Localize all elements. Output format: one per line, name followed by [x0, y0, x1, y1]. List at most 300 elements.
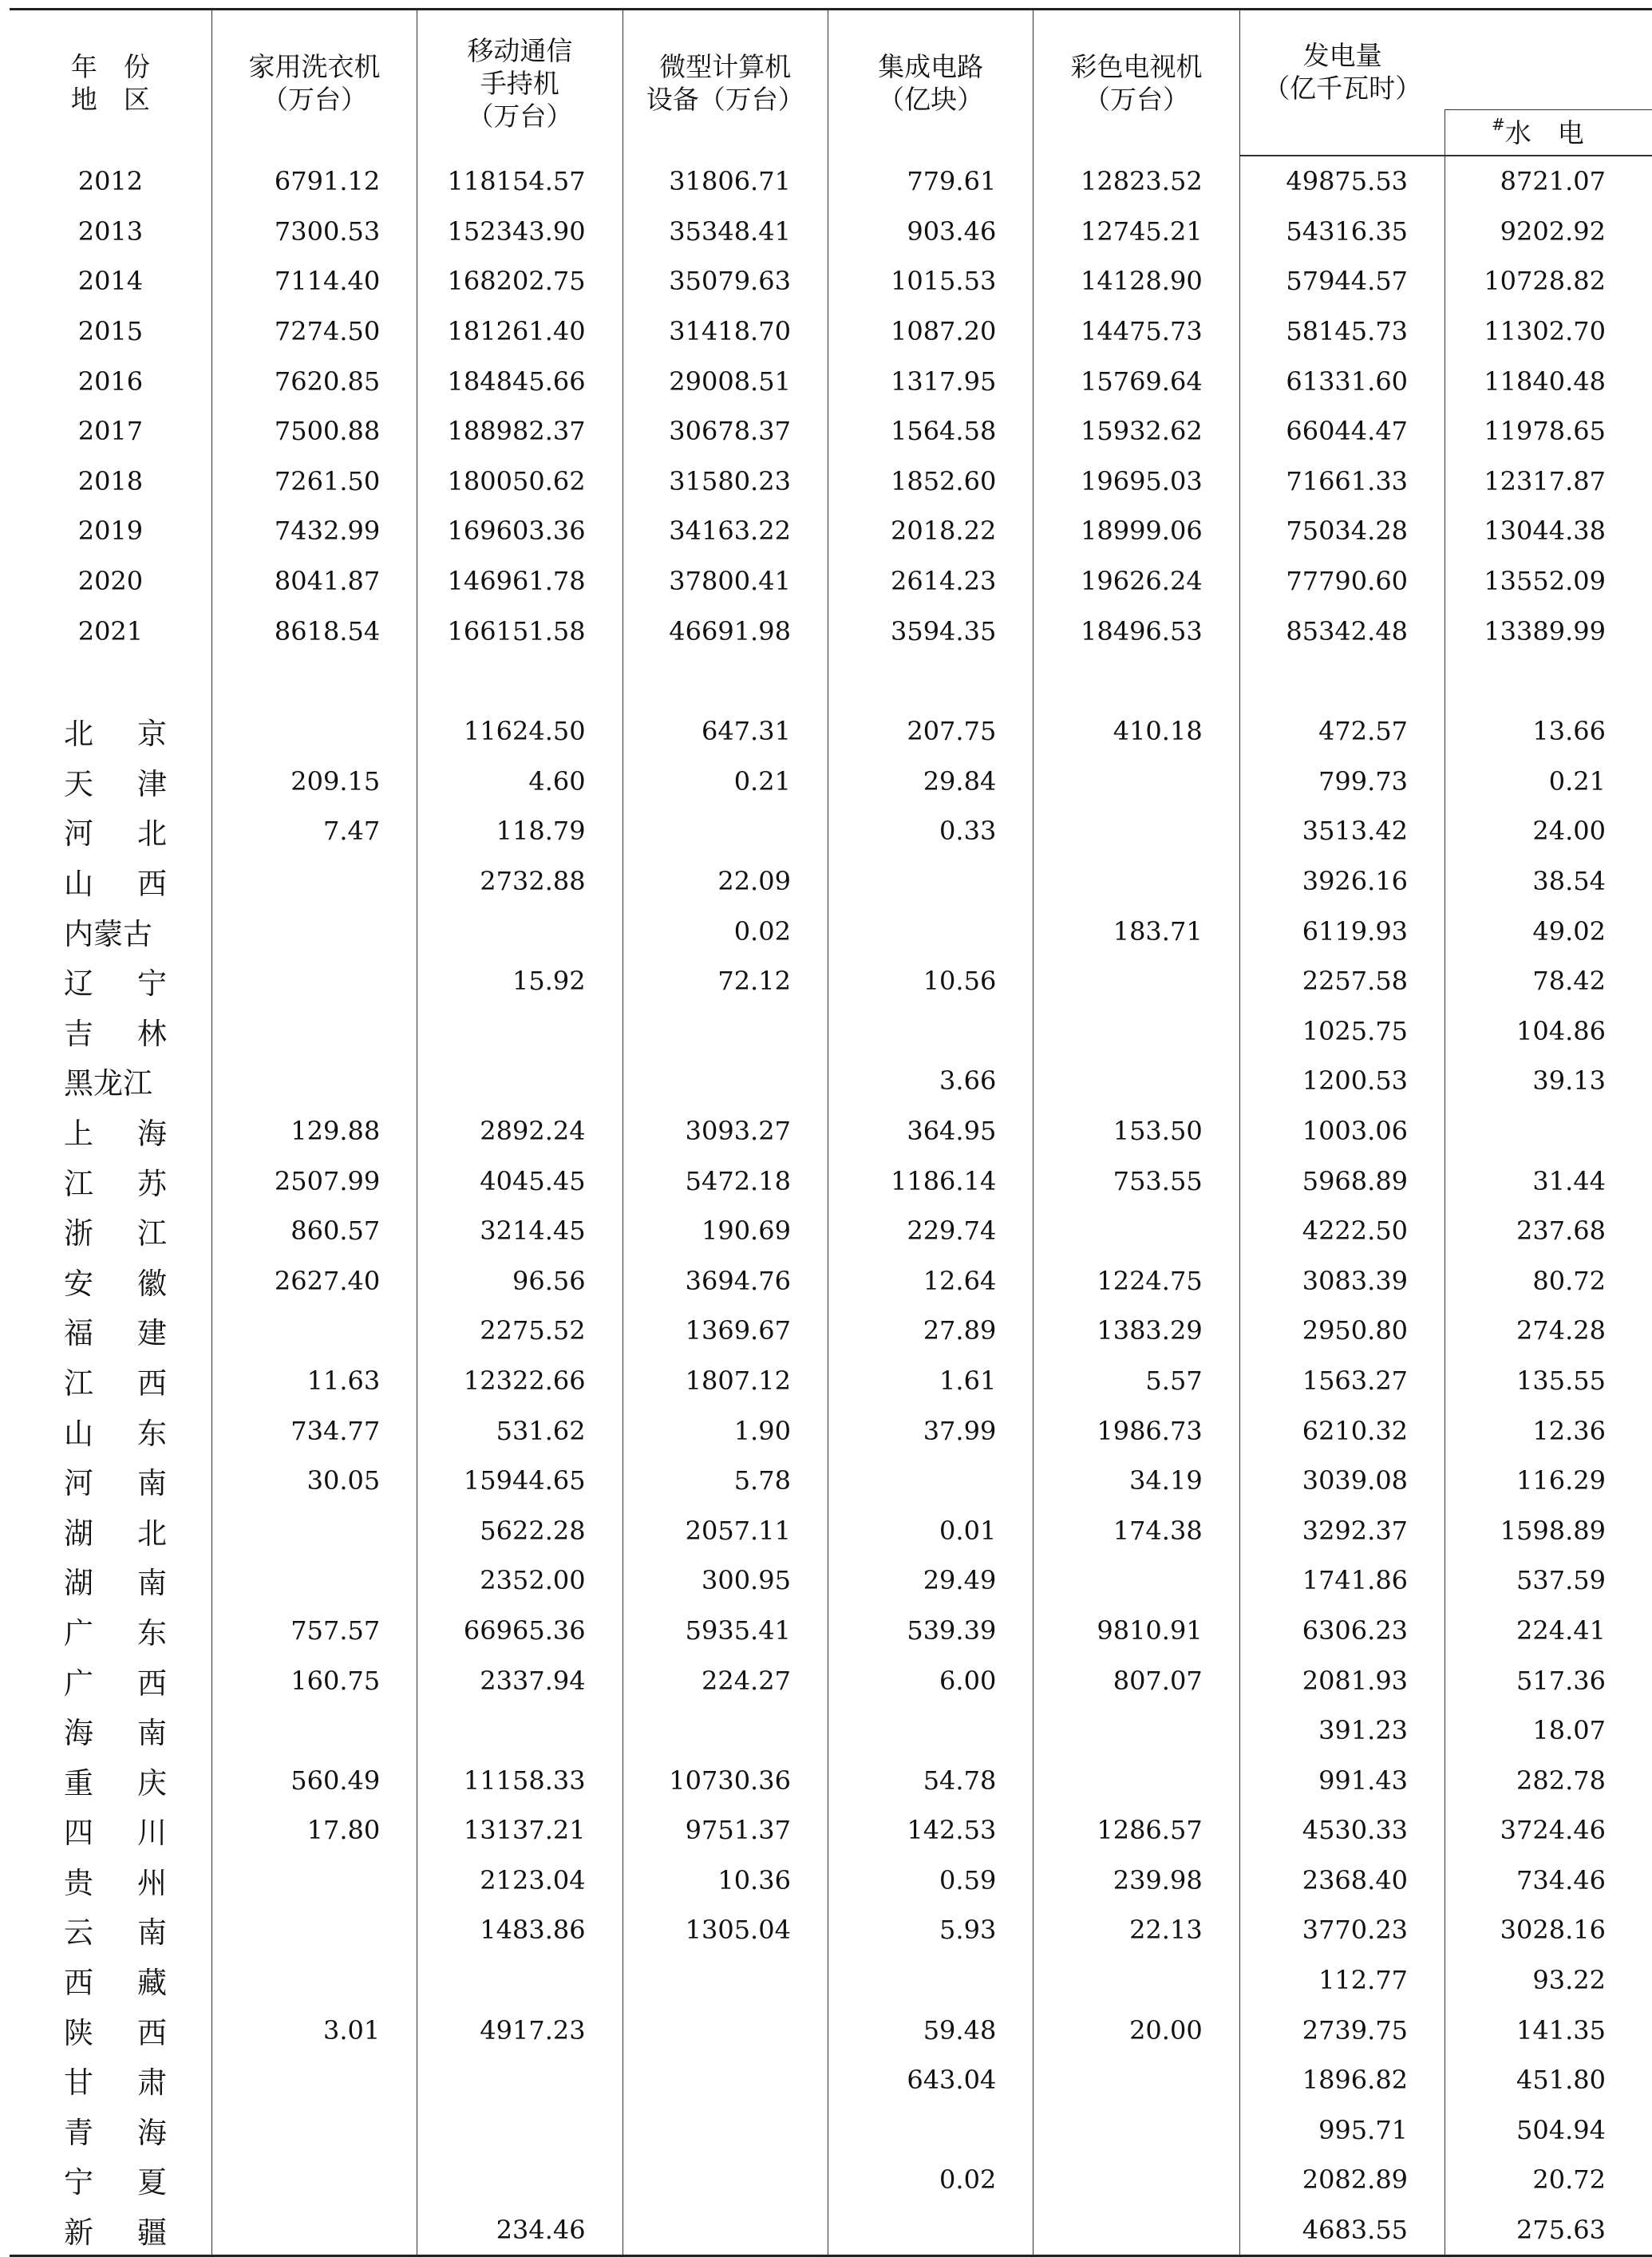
- header-color-tv: [1033, 10, 1239, 156]
- table-cell: 61331.60: [1239, 356, 1445, 406]
- table-cell: [622, 2205, 828, 2256]
- row-region: [10, 1255, 211, 1306]
- table-cell: 1741.86: [1239, 1555, 1445, 1606]
- table-cell: [1033, 1955, 1239, 2006]
- row-year: 2017: [77, 416, 144, 447]
- table-cell: 11840.48: [1445, 356, 1652, 406]
- table-cell: 2614.23: [828, 556, 1033, 607]
- header-integrated-circuit-title: 集成电路: [878, 51, 984, 82]
- region-name-char: 藏: [137, 1966, 167, 2001]
- table-cell: 7114.40: [211, 256, 417, 306]
- table-cell: 3214.45: [417, 1206, 622, 1256]
- table-cell: 15769.64: [1033, 356, 1239, 406]
- table-cell: [622, 806, 828, 856]
- table-cell: 15932.62: [1033, 406, 1239, 457]
- table-cell: 181261.40: [417, 306, 622, 357]
- table-cell: 4683.55: [1239, 2205, 1445, 2256]
- table-cell: 9202.92: [1445, 207, 1652, 257]
- table-cell: 237.68: [1445, 1206, 1652, 1256]
- table-body: [10, 156, 1652, 2256]
- table-cell: 9810.91: [1033, 1606, 1239, 1656]
- region-name-char: 河: [64, 1466, 93, 1501]
- table-cell: 1383.29: [1033, 1306, 1239, 1356]
- table-cell: [211, 2205, 417, 2256]
- table-cell: 451.80: [1445, 2055, 1652, 2105]
- table-cell: 807.07: [1033, 1655, 1239, 1706]
- table-cell: 3083.39: [1239, 1255, 1445, 1306]
- row-region: [10, 1955, 211, 2006]
- table-cell: 531.62: [417, 1405, 622, 1456]
- table-cell: 410.18: [1033, 706, 1239, 757]
- region-name-char: 浙: [64, 1216, 93, 1251]
- table-cell: 168202.75: [417, 256, 622, 306]
- row-year: 2013: [77, 215, 144, 247]
- table-cell: 5935.41: [622, 1606, 828, 1656]
- table-cell: [1033, 1006, 1239, 1057]
- table-cell: 15.92: [417, 956, 622, 1006]
- table-row: [10, 1606, 1652, 1656]
- table-cell: 1852.60: [828, 457, 1033, 507]
- table-cell: 141.35: [1445, 2005, 1652, 2055]
- table-cell: 5.57: [1033, 1356, 1239, 1406]
- table-cell: 1317.95: [828, 356, 1033, 406]
- table-cell: 1186.14: [828, 1156, 1033, 1206]
- header-microcomputer: [622, 10, 828, 156]
- table-row: [10, 1505, 1652, 1555]
- table-cell: [211, 956, 417, 1006]
- region-name-char: 西: [137, 2015, 167, 2050]
- table-cell: 0.02: [828, 2155, 1033, 2205]
- table-cell: 1598.89: [1445, 1505, 1652, 1555]
- row-region: [10, 706, 211, 757]
- region-name: 内蒙古: [64, 916, 152, 951]
- region-name-char: 建: [137, 1316, 167, 1351]
- table-cell: 224.27: [622, 1655, 828, 1706]
- region-name-char: 徽: [137, 1266, 167, 1301]
- table-cell: 1369.67: [622, 1306, 828, 1356]
- region-name-char: 天: [64, 766, 93, 801]
- table-cell: 93.22: [1445, 1955, 1652, 2006]
- region-name-char: 山: [64, 1416, 93, 1451]
- row-region: [10, 1206, 211, 1256]
- region-name-char: 川: [137, 1816, 167, 1851]
- row-region: [10, 1555, 211, 1606]
- table-cell: [211, 906, 417, 956]
- table-cell: 24.00: [1445, 806, 1652, 856]
- table-cell: [211, 706, 417, 757]
- table-row: [10, 806, 1652, 856]
- table-cell: [828, 1456, 1033, 1506]
- row-region: [10, 1755, 211, 1805]
- table-cell: [828, 1955, 1033, 2006]
- table-row: [10, 1156, 1652, 1206]
- table-cell: 34.19: [1033, 1456, 1239, 1506]
- table-row: [10, 406, 1652, 457]
- row-region: [10, 1456, 211, 1506]
- table-cell: [828, 906, 1033, 956]
- table-cell: 7300.53: [211, 207, 417, 257]
- table-row: [10, 706, 1652, 757]
- empty-cell: [828, 656, 1033, 706]
- table-row: [10, 2105, 1652, 2156]
- table-cell: 15944.65: [417, 1456, 622, 1506]
- table-cell: 3724.46: [1445, 1805, 1652, 1856]
- table-cell: 6.00: [828, 1655, 1033, 1706]
- table-cell: 49875.53: [1239, 156, 1445, 207]
- table-cell: 10728.82: [1445, 256, 1652, 306]
- header-electricity: [1239, 10, 1652, 110]
- table-cell: 188982.37: [417, 406, 622, 457]
- region-name-char: 海: [137, 1116, 167, 1151]
- region-name-char: 湖: [64, 1566, 93, 1601]
- header-integrated-circuit-unit: （亿块）: [878, 84, 984, 115]
- table-row: [10, 1306, 1652, 1356]
- row-year: 2019: [77, 516, 144, 547]
- table-cell: [622, 2105, 828, 2156]
- table-row: [10, 1856, 1652, 1906]
- table-cell: 1483.86: [417, 1905, 622, 1955]
- table-cell: 3028.16: [1445, 1905, 1652, 1955]
- table-row: [10, 856, 1652, 907]
- table-cell: [828, 1706, 1033, 1756]
- table-cell: 13389.99: [1445, 606, 1652, 656]
- header-year-label: 年 份: [70, 51, 150, 82]
- empty-cell: [1445, 656, 1652, 706]
- region-name-char: 山: [64, 867, 93, 902]
- table-cell: 537.59: [1445, 1555, 1652, 1606]
- table-cell: 274.28: [1445, 1306, 1652, 1356]
- table-cell: 146961.78: [417, 556, 622, 607]
- table-cell: [211, 1555, 417, 1606]
- table-cell: [211, 1505, 417, 1555]
- table-cell: 1563.27: [1239, 1356, 1445, 1406]
- table-cell: [622, 2155, 828, 2205]
- region-name-char: 林: [137, 1016, 167, 1051]
- row-year: 2014: [77, 266, 144, 297]
- table-row: [10, 256, 1652, 306]
- table-cell: 66044.47: [1239, 406, 1445, 457]
- region-name-char: 广: [64, 1615, 93, 1650]
- table-cell: 11.63: [211, 1356, 417, 1406]
- table-cell: [1033, 1755, 1239, 1805]
- table-cell: 96.56: [417, 1255, 622, 1306]
- table-cell: 160.75: [211, 1655, 417, 1706]
- table-cell: 2057.11: [622, 1505, 828, 1555]
- table-cell: 8618.54: [211, 606, 417, 656]
- row-region: [10, 1156, 211, 1206]
- table-cell: 275.63: [1445, 2205, 1652, 2256]
- table-cell: 118154.57: [417, 156, 622, 207]
- table-cell: [622, 2005, 828, 2055]
- table-cell: 1025.75: [1239, 1006, 1445, 1057]
- table-cell: [1033, 1706, 1239, 1756]
- row-region: [10, 1006, 211, 1057]
- table-cell: 2739.75: [1239, 2005, 1445, 2055]
- region-name-char: 苏: [137, 1166, 167, 1201]
- row-region: [10, 1905, 211, 1955]
- table-cell: 3292.37: [1239, 1505, 1445, 1555]
- region-name-char: 江: [64, 1166, 93, 1201]
- table-row: [10, 1755, 1652, 1805]
- table-cell: 152343.90: [417, 207, 622, 257]
- table-cell: 2275.52: [417, 1306, 622, 1356]
- region-name-char: 肃: [137, 2065, 167, 2101]
- row-region: [10, 2005, 211, 2055]
- row-region: [10, 1106, 211, 1156]
- table-cell: 7620.85: [211, 356, 417, 406]
- table-cell: 2123.04: [417, 1856, 622, 1906]
- table-cell: 37.99: [828, 1405, 1033, 1456]
- empty-cell: [211, 656, 417, 706]
- table-cell: 647.31: [622, 706, 828, 757]
- table-cell: [622, 1056, 828, 1106]
- table-cell: 80.72: [1445, 1255, 1652, 1306]
- table-cell: 1224.75: [1033, 1255, 1239, 1306]
- table-cell: [417, 2155, 622, 2205]
- empty-cell: [1033, 656, 1239, 706]
- table-row: [10, 1655, 1652, 1706]
- header-integrated-circuit: [828, 10, 1033, 156]
- table-cell: 29.84: [828, 757, 1033, 807]
- table-cell: [828, 2205, 1033, 2256]
- header-color-tv-unit: （万台）: [1083, 84, 1189, 115]
- region-name-char: 南: [137, 1466, 167, 1501]
- table-cell: [1033, 2205, 1239, 2256]
- row-region: [10, 2105, 211, 2156]
- table-cell: [211, 856, 417, 907]
- table-cell: 13137.21: [417, 1805, 622, 1856]
- table-cell: [417, 906, 622, 956]
- table-cell: 5472.18: [622, 1156, 828, 1206]
- region-name-char: 南: [137, 1915, 167, 1951]
- table-cell: 995.71: [1239, 2105, 1445, 2156]
- table-cell: [211, 1955, 417, 2006]
- table-cell: 54.78: [828, 1755, 1033, 1805]
- table-cell: 30678.37: [622, 406, 828, 457]
- region-name-char: 夏: [137, 2165, 167, 2200]
- header-washing-machine-title: 家用洗衣机: [248, 51, 381, 82]
- header-mobile-phone-unit: （万台）: [467, 100, 573, 132]
- table-cell: 135.55: [1445, 1356, 1652, 1406]
- header-electricity-title: 发电量: [1302, 40, 1382, 71]
- row-region: [10, 1655, 211, 1706]
- table-cell: 18496.53: [1033, 606, 1239, 656]
- table-cell: 184845.66: [417, 356, 622, 406]
- table-cell: 7.47: [211, 806, 417, 856]
- table-cell: 27.89: [828, 1306, 1033, 1356]
- table-cell: 2627.40: [211, 1255, 417, 1306]
- table-cell: [1033, 1056, 1239, 1106]
- region-name-char: 辽: [64, 966, 93, 1002]
- row-year: 2018: [77, 465, 144, 496]
- table-cell: 2732.88: [417, 856, 622, 907]
- table-cell: 991.43: [1239, 1755, 1445, 1805]
- region-name-char: 西: [64, 1966, 93, 2001]
- table-cell: 57944.57: [1239, 256, 1445, 306]
- table-cell: 46691.98: [622, 606, 828, 656]
- table-cell: 12322.66: [417, 1356, 622, 1406]
- table-cell: 2257.58: [1239, 956, 1445, 1006]
- table-cell: 7432.99: [211, 506, 417, 556]
- table-cell: 31806.71: [622, 156, 828, 207]
- row-region: [10, 806, 211, 856]
- table-cell: 183.71: [1033, 906, 1239, 956]
- table-cell: 8721.07: [1445, 156, 1652, 207]
- table-cell: 0.21: [1445, 757, 1652, 807]
- table-cell: 234.46: [417, 2205, 622, 2256]
- table-cell: 66965.36: [417, 1606, 622, 1656]
- header-microcomputer-title: 微型计算机: [659, 51, 792, 82]
- table-cell: 0.59: [828, 1856, 1033, 1906]
- row-year: 2021: [77, 615, 144, 646]
- table-cell: 22.13: [1033, 1905, 1239, 1955]
- row-region: [10, 956, 211, 1006]
- table-cell: 190.69: [622, 1206, 828, 1256]
- table-cell: 2892.24: [417, 1106, 622, 1156]
- region-name-char: 北: [137, 1516, 167, 1551]
- table-cell: 3513.42: [1239, 806, 1445, 856]
- table-row: [10, 457, 1652, 507]
- table-cell: 10.36: [622, 1856, 828, 1906]
- table-row: [10, 2155, 1652, 2205]
- table-cell: 6791.12: [211, 156, 417, 207]
- table-cell: 31418.70: [622, 306, 828, 357]
- row-year: 2012: [77, 165, 144, 196]
- region-name-char: 上: [64, 1116, 93, 1151]
- table-cell: [1033, 1206, 1239, 1256]
- table-cell: 3039.08: [1239, 1456, 1445, 1506]
- table-cell: 31.44: [1445, 1156, 1652, 1206]
- empty-cell: [10, 656, 211, 706]
- row-region: [10, 1856, 211, 1906]
- table-cell: 504.94: [1445, 2105, 1652, 2156]
- row-year: 2016: [77, 366, 144, 397]
- table-cell: 229.74: [828, 1206, 1033, 1256]
- table-cell: 0.02: [622, 906, 828, 956]
- region-name-char: 江: [64, 1366, 93, 1401]
- table-cell: 6306.23: [1239, 1606, 1445, 1656]
- table-cell: 129.88: [211, 1106, 417, 1156]
- table-cell: 19626.24: [1033, 556, 1239, 607]
- row-region: [10, 2205, 211, 2256]
- header-hydro: [1445, 110, 1652, 156]
- header-washing-machine: [211, 10, 417, 156]
- table-cell: 239.98: [1033, 1856, 1239, 1906]
- table-row: [10, 1056, 1652, 1106]
- table-cell: 1986.73: [1033, 1405, 1239, 1456]
- table-cell: 31580.23: [622, 457, 828, 507]
- table-row: [10, 1206, 1652, 1256]
- table-cell: 72.12: [622, 956, 828, 1006]
- table-cell: 1807.12: [622, 1356, 828, 1406]
- table-cell: [211, 2105, 417, 2156]
- table-cell: 734.77: [211, 1405, 417, 1456]
- table-cell: 49.02: [1445, 906, 1652, 956]
- table-row: [10, 906, 1652, 956]
- table-cell: 0.01: [828, 1505, 1033, 1555]
- table-cell: 3694.76: [622, 1255, 828, 1306]
- region-name-char: 甘: [64, 2065, 93, 2101]
- table-row: [10, 556, 1652, 607]
- header-mobile-phone-title2: 手持机: [480, 67, 559, 99]
- table-cell: 207.75: [828, 706, 1033, 757]
- table-cell: 300.95: [622, 1555, 828, 1606]
- header-washing-machine-unit: （万台）: [262, 84, 368, 115]
- table-cell: 112.77: [1239, 1955, 1445, 2006]
- table-cell: [622, 1006, 828, 1057]
- table-cell: 12.36: [1445, 1405, 1652, 1456]
- table-cell: 779.61: [828, 156, 1033, 207]
- table-cell: 17.80: [211, 1805, 417, 1856]
- table-cell: 1003.06: [1239, 1106, 1445, 1156]
- table-cell: 734.46: [1445, 1856, 1652, 1906]
- table-cell: [417, 1706, 622, 1756]
- table-cell: 5.93: [828, 1905, 1033, 1955]
- table-cell: 472.57: [1239, 706, 1445, 757]
- table-row: [10, 1905, 1652, 1955]
- row-year: 2015: [77, 316, 144, 347]
- table-cell: 4222.50: [1239, 1206, 1445, 1256]
- table-cell: [211, 1706, 417, 1756]
- row-region: [10, 906, 211, 956]
- table-cell: [211, 1006, 417, 1057]
- header-microcomputer-unit: 设备（万台）: [646, 84, 804, 115]
- table-cell: 903.46: [828, 207, 1033, 257]
- table-cell: 18999.06: [1033, 506, 1239, 556]
- table-cell: 77790.60: [1239, 556, 1445, 607]
- empty-cell: [417, 656, 622, 706]
- table-cell: [211, 1905, 417, 1955]
- row-region: [10, 1706, 211, 1756]
- header-electricity-unit: （亿千瓦时）: [1263, 73, 1422, 104]
- table-cell: 1305.04: [622, 1905, 828, 1955]
- header-mobile-phone: [417, 10, 622, 156]
- table-row: [10, 207, 1652, 257]
- table-cell: [1033, 757, 1239, 807]
- table-cell: 116.29: [1445, 1456, 1652, 1506]
- table-cell: 8041.87: [211, 556, 417, 607]
- region-name-char: 西: [137, 1366, 167, 1401]
- table-cell: 54316.35: [1239, 207, 1445, 257]
- region-name-char: 海: [137, 2115, 167, 2150]
- table-cell: [417, 1056, 622, 1106]
- table-cell: 757.57: [211, 1606, 417, 1656]
- table-row: [10, 2005, 1652, 2055]
- table-cell: [211, 1056, 417, 1106]
- table-cell: 860.57: [211, 1206, 417, 1256]
- table-cell: 11624.50: [417, 706, 622, 757]
- table-cell: [211, 1856, 417, 1906]
- table-row: [10, 306, 1652, 357]
- table-cell: 169603.36: [417, 506, 622, 556]
- region-name-char: 宁: [64, 2165, 93, 2200]
- header-hydro-label: 水 电: [1504, 117, 1584, 148]
- table-cell: 7261.50: [211, 457, 417, 507]
- table-cell: [1033, 2155, 1239, 2205]
- row-region: [10, 2055, 211, 2105]
- table-cell: 104.86: [1445, 1006, 1652, 1057]
- table-cell: 560.49: [211, 1755, 417, 1805]
- table-cell: 14128.90: [1033, 256, 1239, 306]
- region-name-char: 庆: [137, 1765, 167, 1800]
- table-cell: 0.21: [622, 757, 828, 807]
- table-cell: 29008.51: [622, 356, 828, 406]
- table-cell: 2337.94: [417, 1655, 622, 1706]
- region-name-char: 东: [137, 1615, 167, 1650]
- table-cell: [417, 1006, 622, 1057]
- region-name-char: 陕: [64, 2015, 93, 2050]
- region-name-char: 新: [64, 2215, 93, 2251]
